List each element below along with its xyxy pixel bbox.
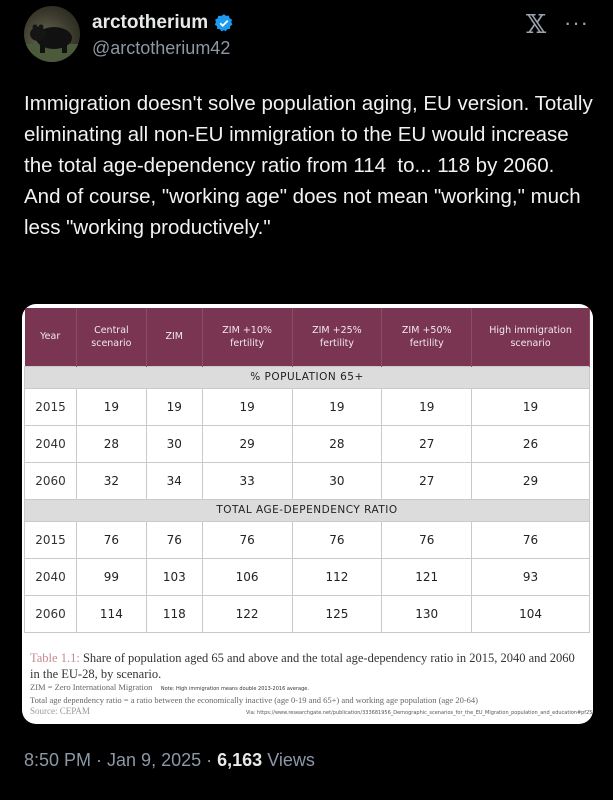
table-row [25, 595, 590, 632]
table-cell: 19 [202, 388, 292, 425]
table-cell: 104 [472, 595, 590, 632]
header-central: Central scenario [76, 308, 146, 366]
caption-zim-line [30, 682, 586, 695]
table-cell: 34 [146, 462, 202, 499]
table-cell: 130 [382, 595, 472, 632]
table-cell: 28 [292, 425, 382, 462]
header-high-immigration: High immigration scenario [472, 308, 590, 366]
caption-ratio-def: Total age dependency ratio = a ratio between the economically inactive (age 0-19 and 65+) and working age population (age 20-64) [30, 695, 478, 705]
tweet-media-image[interactable] [22, 304, 593, 724]
table-cell: 2015 [25, 521, 77, 558]
table-row [25, 462, 590, 499]
caption-source: Source: CEPAM [30, 706, 90, 716]
table-cell: 2040 [25, 558, 77, 595]
table-cell: 29 [472, 462, 590, 499]
table-cell: 121 [382, 558, 472, 595]
table-row [25, 521, 590, 558]
table-cell: 76 [382, 521, 472, 558]
verified-badge-icon [214, 13, 234, 33]
section-row-dependency [25, 499, 590, 521]
table-cell: 118 [146, 595, 202, 632]
table-cell: 19 [472, 388, 590, 425]
section-title: % POPULATION 65+ [25, 366, 590, 388]
caption-zim-def: ZIM = Zero International Migration [30, 682, 153, 692]
header-zim-25: ZIM +25% fertility [292, 308, 382, 366]
table-cell: 32 [76, 462, 146, 499]
handle[interactable]: @arctotherium42 [92, 38, 231, 58]
table-cell: 27 [382, 425, 472, 462]
table-row [25, 388, 590, 425]
table-cell: 125 [292, 595, 382, 632]
table-cell: 30 [292, 462, 382, 499]
table-cell: 122 [202, 595, 292, 632]
header-zim-50: ZIM +50% fertility [382, 308, 472, 366]
x-logo-icon[interactable]: 𝕏 [526, 10, 545, 40]
table-cell: 2060 [25, 595, 77, 632]
table-row [25, 558, 590, 595]
table-header-row [25, 308, 590, 366]
timestamp[interactable]: 8:50 PM · Jan 9, 2025 · [24, 750, 213, 770]
table-cell: 19 [382, 388, 472, 425]
table-cell: 76 [76, 521, 146, 558]
table-cell: 28 [76, 425, 146, 462]
table-cell: 19 [76, 388, 146, 425]
table-cell: 93 [472, 558, 590, 595]
header-zim-10: ZIM +10% fertility [202, 308, 292, 366]
table-row [25, 425, 590, 462]
table-cell: 76 [292, 521, 382, 558]
table-cell: 114 [76, 595, 146, 632]
header-year: Year [25, 308, 77, 366]
table-cell: 26 [472, 425, 590, 462]
views-label: Views [267, 750, 315, 770]
table-cell: 76 [472, 521, 590, 558]
views-count[interactable]: 6,163 [217, 750, 263, 770]
caption-note: Note: High immigration means double 2013-2016 average. [160, 686, 309, 692]
header-zim: ZIM [146, 308, 202, 366]
table-cell: 99 [76, 558, 146, 595]
caption-label: Table 1.1: [30, 651, 80, 665]
table-cell: 2060 [25, 462, 77, 499]
display-name[interactable]: arctotherium [92, 12, 209, 33]
tweet-footer [24, 750, 315, 771]
bear-avatar-icon[interactable] [24, 6, 80, 62]
table-cell: 33 [202, 462, 292, 499]
table-cell: 19 [292, 388, 382, 425]
section-row-pop65 [25, 366, 590, 388]
table-cell: 2040 [25, 425, 77, 462]
caption-text: Share of population aged 65 and above and the total age-dependency ratio in 2015, 2040 and 2060 in the EU-28, by scenario. [30, 651, 575, 681]
name-row [92, 12, 234, 34]
table-cell: 2015 [25, 388, 77, 425]
table-cell: 30 [146, 425, 202, 462]
tweet-text: Immigration doesn't solve population aging, EU version. Totally eliminating all non-EU immigration to the EU would increase the total age-dependency ratio from 114 to... 118 by 2060. And of course, "working age" does not mean "working," much less "working productively." [24, 92, 599, 239]
table-cell: 106 [202, 558, 292, 595]
caption-title [30, 650, 586, 682]
tweet-header [24, 6, 594, 66]
table-cell: 29 [202, 425, 292, 462]
more-options-icon[interactable]: ··· [564, 10, 589, 35]
table-cell: 103 [146, 558, 202, 595]
data-table [24, 308, 590, 633]
table-cell: 76 [146, 521, 202, 558]
caption-via: Via: https://www.researchgate.net/publication/333681956_Demographic_scenarios_for_the_EU_Migration_population_and_education#pf25 [246, 710, 593, 716]
section-title: TOTAL AGE-DEPENDENCY RATIO [25, 499, 590, 521]
table-cell: 112 [292, 558, 382, 595]
table-cell: 76 [202, 521, 292, 558]
table-caption [30, 650, 593, 717]
table-cell: 19 [146, 388, 202, 425]
table-cell: 27 [382, 462, 472, 499]
